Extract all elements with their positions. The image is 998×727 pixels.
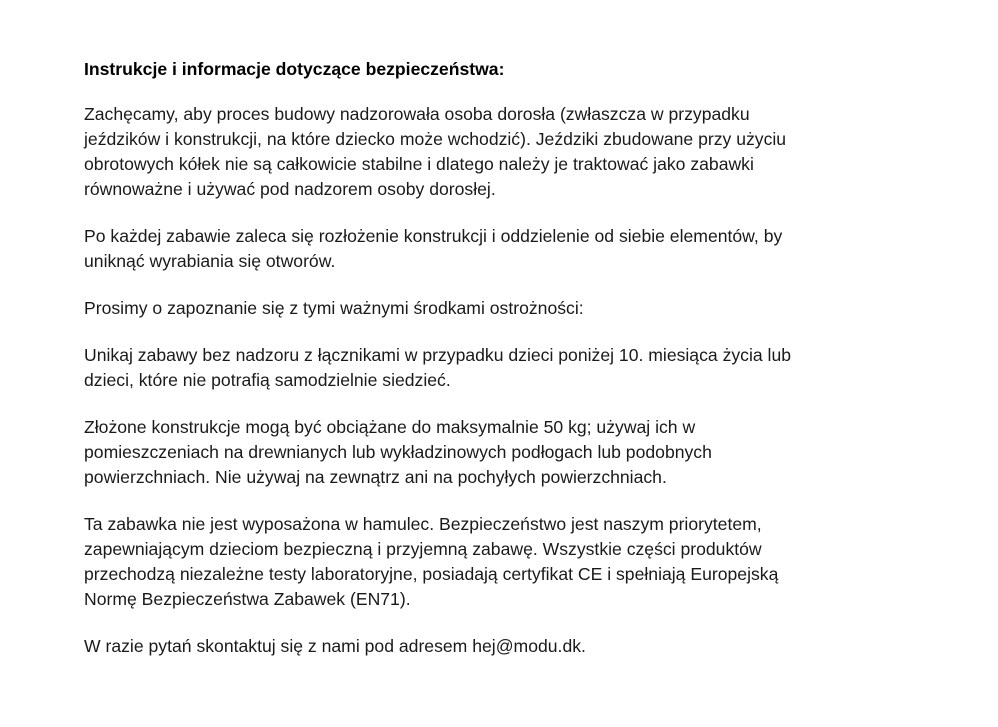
paragraph-disassembly: Po każdej zabawie zaleca się rozłożenie konstrukcji i oddzielenie od siebie elementów, by uniknąć wyrabiania się otworów. [84,226,783,271]
paragraph-contact: W razie pytań skontaktuj się z nami pod adresem hej@modu.dk. [84,636,586,656]
document-heading: Instrukcje i informacje dotyczące bezpieczeństwa: [84,59,505,79]
document-body [84,57,944,681]
paragraph-precautions-intro: Prosimy o zapoznanie się z tymi ważnymi środkami ostrożności: [84,298,584,318]
paragraph-supervision: Zachęcamy, aby proces budowy nadzorowała osoba dorosła (zwłaszcza w przypadku jeździków i konstrukcji, na które dziecko może wchodzić). Jeździki zbudowane przy użyciu obrotowych kółek nie są całkowicie stabilne i dlatego należy je traktować jako zabawki równoważne i używać pod nadzorem osoby dorosłej. [84,104,787,199]
paragraph-no-brake: Ta zabawka nie jest wyposażona w hamulec. Bezpieczeństwo jest naszym priorytetem, zapewniającym dzieciom bezpieczną i przyjemną zabawę. Wszystkie części produktów przechodzą niezależne testy laboratoryjne, posiadają certyfikat CE i spełniają Europejską Normę Bezpieczeństwa Zabawek (EN71). [84,514,779,609]
paragraph-load-limit: Złożone konstrukcje mogą być obciążane do maksymalnie 50 kg; używaj ich w pomieszczeniach na drewnianych lub wykładzinowych podłogach lub podobnych powierzchniach. Nie używaj na zewnątrz ani na pochyłych powierzchniach. [84,417,712,487]
paragraph-age-warning: Unikaj zabawy bez nadzoru z łącznikami w przypadku dzieci poniżej 10. miesiąca życia lub dzieci, które nie potrafią samodzielnie siedzieć. [84,345,792,390]
